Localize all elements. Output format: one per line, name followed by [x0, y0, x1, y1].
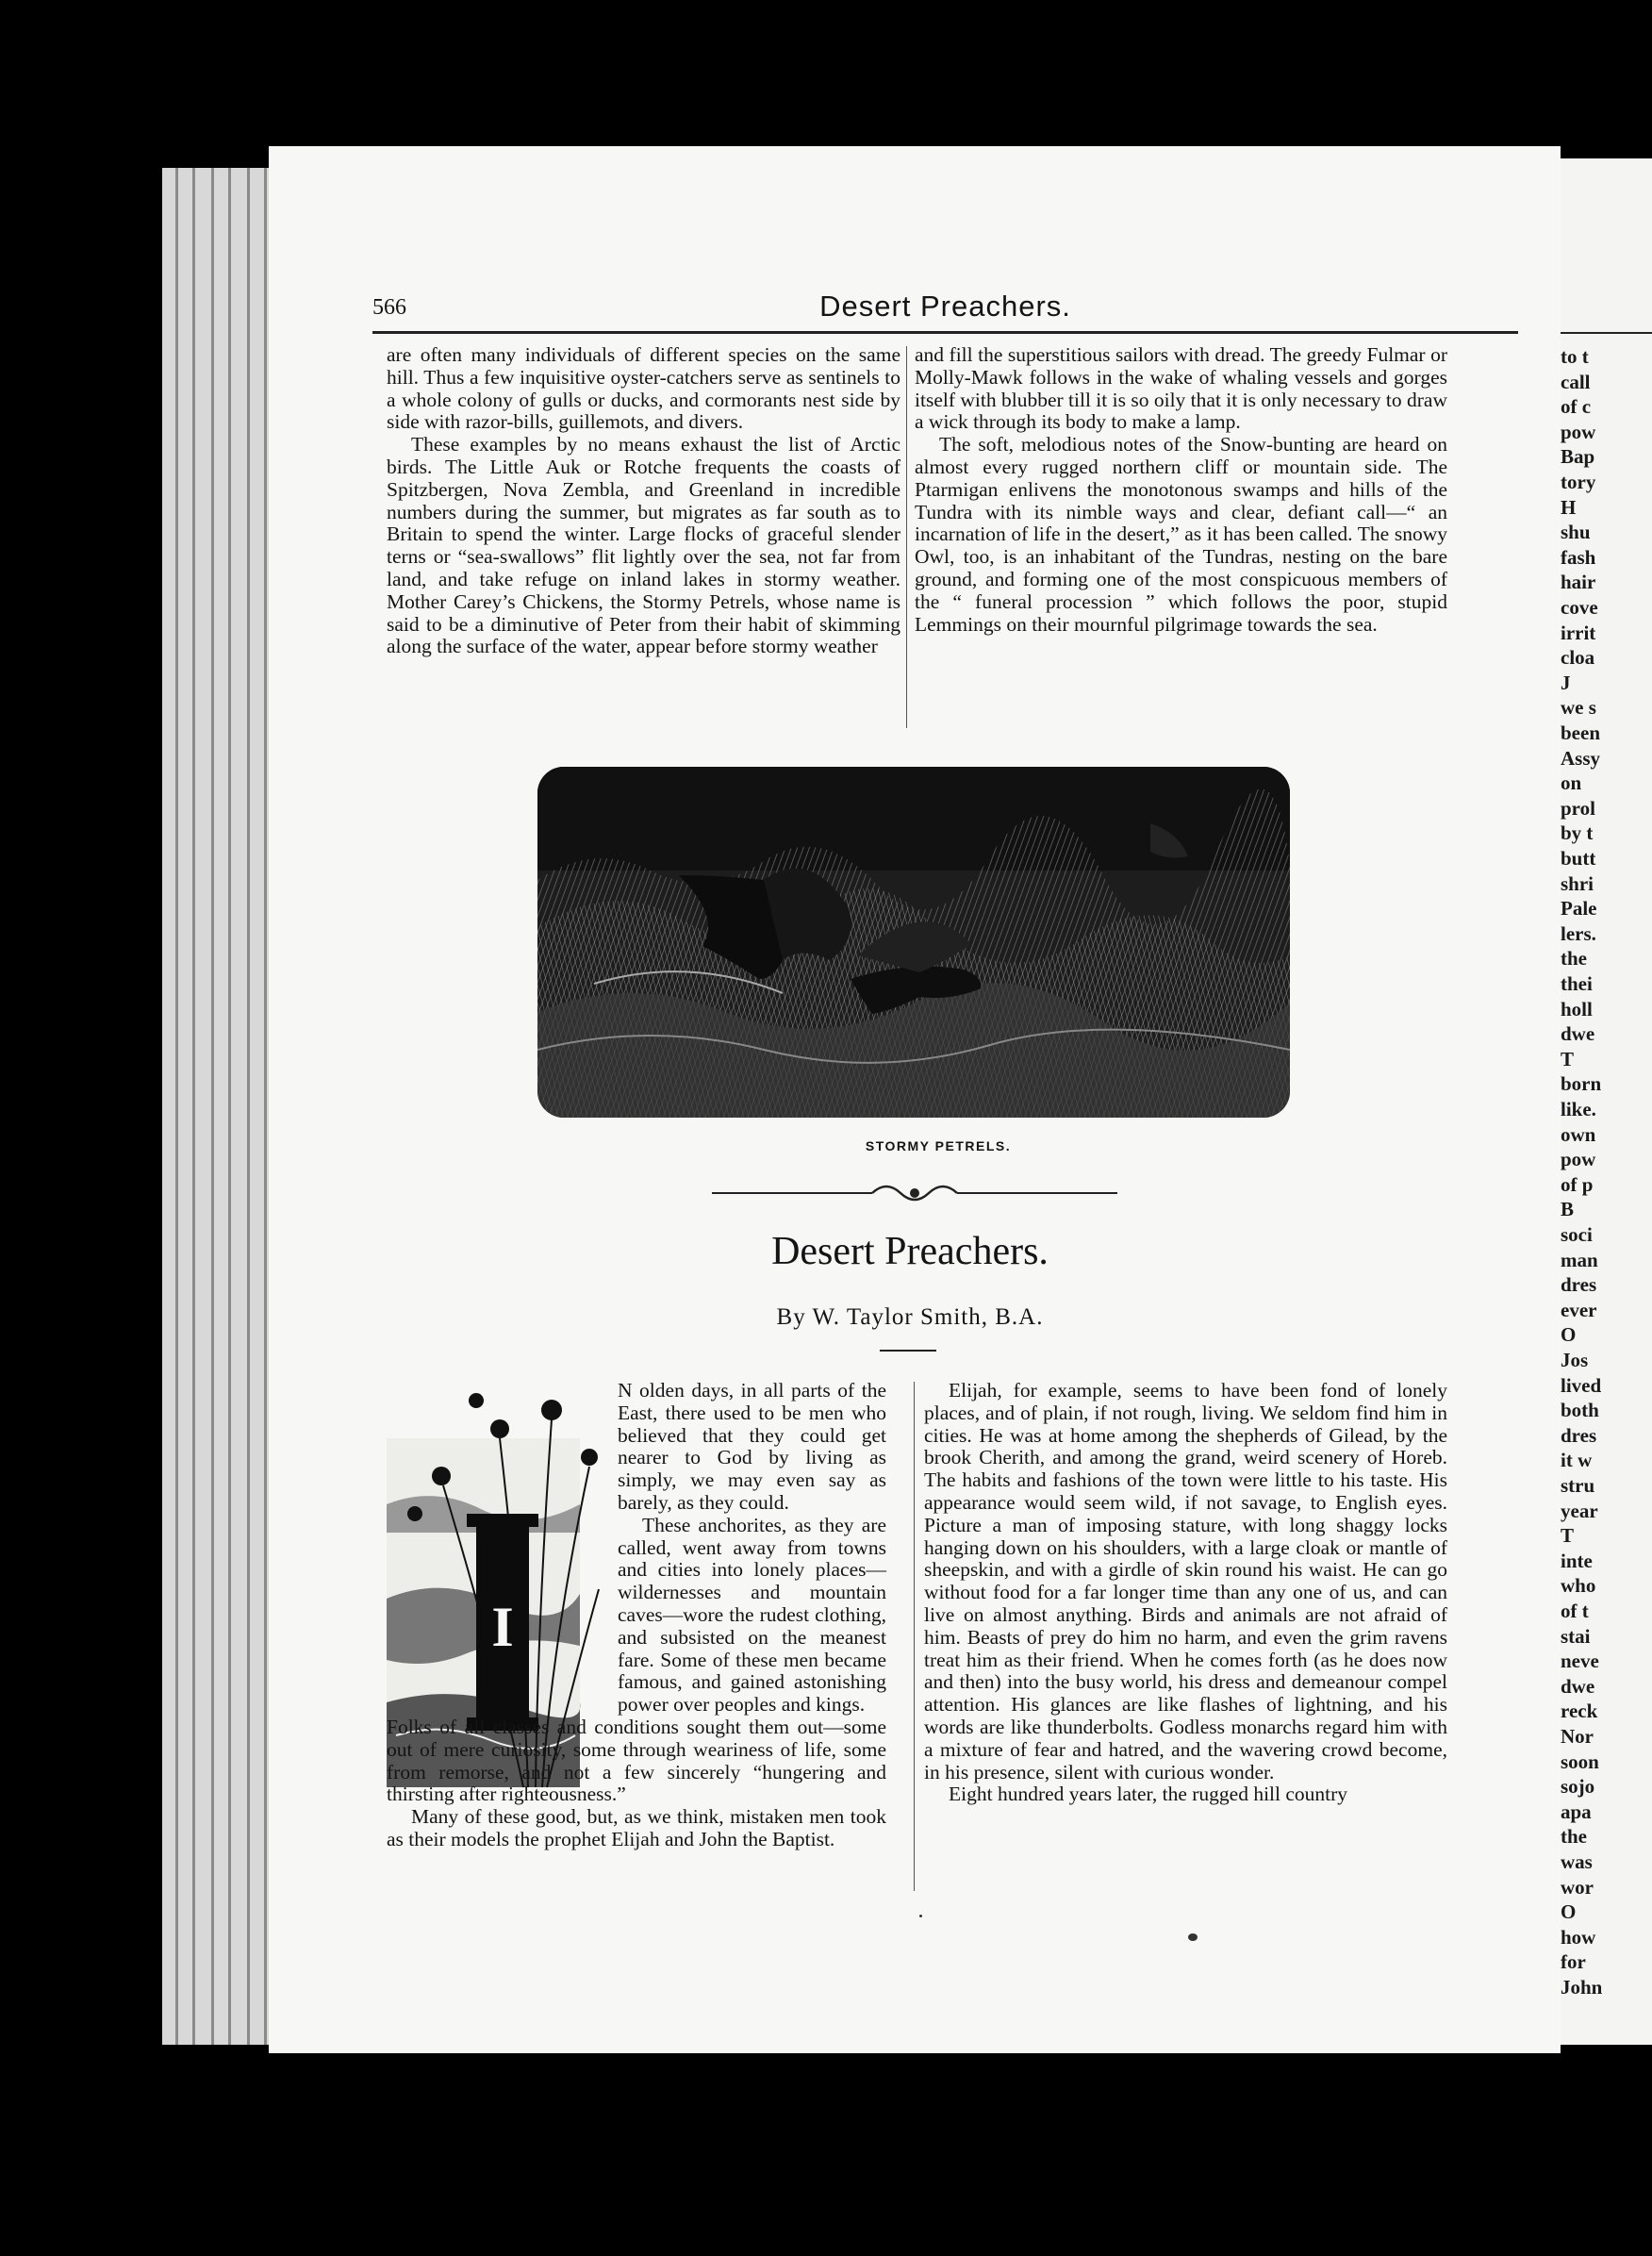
next-page-text-fragment: dres: [1561, 1273, 1597, 1297]
paragraph: and fill the superstitious sailors with dread. The greedy Fulmar or Molly-Mawk follows in the wake of whaling vessels and gorges itself with blubber till it is so oily that it is only necessary to draw a wick through its body to make a lamp.: [915, 343, 1447, 434]
paragraph: These anchorites, as they are called, went away from towns and cities into lonely places—wildernesses and mountain caves—wore the rudest clothing, and subsisted on the meanest fare. Some of these men became famous, and gained astonishing power over peoples and kings.: [618, 1513, 886, 1717]
next-page-text-fragment: for: [1561, 1950, 1586, 1974]
page-number: 566: [372, 295, 406, 320]
stormy-petrels-engraving: [537, 767, 1290, 1118]
next-page-text-fragment: apa: [1561, 1800, 1592, 1823]
paragraph: N olden days, in all parts of the East, there used to be men who believed that they could get nearer to God by living as simply, we may even say as barely, as they could.: [618, 1379, 886, 1514]
running-title: Desert Preachers.: [819, 290, 1071, 323]
column-2: [915, 344, 1447, 636]
page-speck: [919, 1915, 922, 1917]
next-page-text-fragment: pow: [1561, 1148, 1596, 1171]
next-page-text-fragment: O: [1561, 1900, 1577, 1924]
next-page-text-fragment: to t: [1561, 345, 1589, 368]
stacked-page-edges: [162, 168, 279, 2045]
next-page-text-fragment: by t: [1561, 821, 1594, 845]
next-page-text-fragment: we s: [1561, 696, 1596, 720]
paragraph: Many of these good, but, as we think, mistaken men took as their models the prophet Elijah and John the Baptist.: [387, 1805, 886, 1850]
next-page-text-fragment: stru: [1561, 1474, 1595, 1497]
next-page-text-fragment: dwe: [1561, 1022, 1595, 1046]
next-page-text-fragment: of p: [1561, 1172, 1594, 1196]
next-page-text-fragment: pow: [1561, 420, 1596, 443]
next-page-text-fragment: B: [1561, 1198, 1575, 1221]
article-byline: By W. Taylor Smith, B.A.: [776, 1304, 1044, 1330]
next-page-text-fragment: Pale: [1561, 897, 1597, 921]
column-divider: [906, 346, 907, 728]
article-column-1: [387, 1380, 886, 1851]
decorative-rule-ornament: [712, 1174, 1117, 1212]
next-page-text-fragment: shri: [1561, 871, 1594, 895]
next-page-text-fragment: sojo: [1561, 1775, 1595, 1799]
next-page-text-fragment: the: [1561, 947, 1587, 970]
paragraph: The soft, melodious notes of the Snow-bunting are heard on almost every rugged northern cliff or mountain side. The Ptarmigan enlivens the monotonous swamps and hills of the Tundra with its nimble ways and clear, defiant call—“ an incarnation of life in the desert,” as it has been called. The snowy Owl, too, is an inhabitant of the Tundras, nesting on the bare ground, and forming one of the most conspicuous members of the “ funeral procession ” which follows the poor, stupid Lemmings on their mournful pilgrimage towards the sea.: [915, 433, 1447, 636]
next-page-text-fragment: tory: [1561, 471, 1596, 493]
next-page-text-fragment: year: [1561, 1499, 1598, 1522]
page-header: [372, 288, 1518, 327]
column-divider: [914, 1382, 915, 1891]
illustration-caption: STORMY PETRELS.: [865, 1138, 1012, 1153]
next-page-text-fragment: the: [1561, 1825, 1587, 1849]
next-page-text-fragment: of c: [1561, 395, 1592, 419]
next-page-text-fragment: H: [1561, 495, 1577, 519]
next-page-text-fragment: own: [1561, 1122, 1596, 1146]
next-page-text-fragment: how: [1561, 1925, 1596, 1949]
next-page-text-fragment: dres: [1561, 1423, 1597, 1447]
next-page-text-fragment: was: [1561, 1850, 1593, 1873]
paragraph: are often many individuals of different species on the same hill. Thus a few inquisitive oyster-catchers serve as sentinels to a whole colony of gulls or ducks, and cormorants nest side by side with razor-bills, guillemots, and divers.: [387, 343, 900, 434]
paragraph: These examples by no means exhaust the list of Arctic birds. The Little Auk or Rotche frequents the coasts of Spitzbergen, Nova Zembla, and Greenland in incredible numbers during the summer, but migrates as far south as to Britain to spend the winter. Large flocks of graceful slender terns or “sea-swallows” flit lightly over the sea, not far from land, and take refuge on inland lakes in stormy weather. Mother Carey’s Chickens, the Stormy Petrels, whose name is said to be a diminutive of Peter from their habit of skimming along the surface of the water, appear before stormy weather: [387, 433, 900, 658]
next-page-text-fragment: inte: [1561, 1549, 1593, 1572]
next-page-text-fragment: man: [1561, 1248, 1598, 1271]
next-page-text-fragment: Bap: [1561, 445, 1595, 469]
next-page-text-fragment: fash: [1561, 545, 1596, 569]
book-page: [269, 146, 1561, 2053]
next-page-text-fragment: call: [1561, 370, 1591, 393]
next-page-text-fragment: dwe: [1561, 1674, 1595, 1698]
next-page-text-fragment: John: [1561, 1976, 1603, 1999]
next-page-text-fragment: neve: [1561, 1650, 1599, 1673]
next-page-text-fragment: reck: [1561, 1700, 1598, 1723]
header-rule: [372, 331, 1518, 334]
next-page-text-fragment: both: [1561, 1399, 1599, 1422]
next-page-text-fragment: it w: [1561, 1449, 1593, 1472]
next-page-text-fragment: T: [1561, 1524, 1575, 1548]
next-page-text-fragment: lived: [1561, 1373, 1602, 1397]
next-page-text-fragment: shu: [1561, 521, 1591, 544]
next-page-text-fragment: cove: [1561, 596, 1598, 619]
byline-rule: [880, 1350, 936, 1352]
next-page-text-fragment: wor: [1561, 1875, 1594, 1899]
next-page-text-fragment: butt: [1561, 847, 1596, 870]
next-page-text-fragment: Assy: [1561, 746, 1601, 770]
column-1: [387, 344, 900, 658]
next-page-text-fragment: hair: [1561, 571, 1596, 594]
next-page-text-fragment: thei: [1561, 972, 1593, 995]
next-page-text-fragment: Nor: [1561, 1725, 1594, 1748]
page-speck: [1188, 1933, 1198, 1941]
drop-cap-letter: I: [491, 1596, 514, 1658]
next-page-text-fragment: who: [1561, 1574, 1596, 1598]
next-page-text-fragment: on: [1561, 771, 1582, 795]
next-page-text-fragment: T: [1561, 1047, 1575, 1070]
next-page-text-fragment: irrit: [1561, 621, 1596, 644]
next-page-text-fragment: stai: [1561, 1624, 1591, 1648]
next-page-text-fragment: of t: [1561, 1600, 1589, 1622]
next-page-text-fragment: been: [1561, 722, 1600, 744]
next-page-text-fragment: Jos: [1561, 1349, 1589, 1371]
next-page-text-fragment: like.: [1561, 1098, 1596, 1120]
next-page-text-fragment: holl: [1561, 997, 1593, 1020]
next-page-text-fragment: soci: [1561, 1223, 1593, 1246]
next-page-text-fragment: ever: [1561, 1298, 1597, 1321]
article-column-2: [924, 1380, 1447, 1806]
next-page-text-fragment: J: [1561, 671, 1571, 694]
next-page-text-fragment: cloa: [1561, 646, 1595, 670]
next-page-text-fragment: soon: [1561, 1750, 1599, 1773]
article-title: Desert Preachers.: [771, 1230, 1049, 1273]
paragraph: Eight hundred years later, the rugged hill country: [949, 1783, 1348, 1806]
next-page-text-fragment: prol: [1561, 796, 1595, 820]
paragraph: Elijah, for example, seems to have been fond of lonely places, and of plain, if not rough, living. We seldom find him in cities. He was at home among the shepherds of Gilead, by the brook Cherith, and among the grand, weird scenery of Horeb. The habits and fashions of the town were little to his taste. His appearance would seem wild, if not savage, to English eyes. Picture a man of imposing stature, with long shaggy locks hanging down on his shoulders, with a large cloak or mantle of sheepskin, and with a girdle of skin round his waist. He can go without food for a far longer time than any one of us, and can live on almost anything. Birds and animals are not afraid of him. Beasts of prey do him no harm, and even the grim ravens treat him as their friend. When he comes forth (as he does now and then) into the busy world, his dress and demeanour compel attention. His glances are like flashes of lightning, and his words are like thunderbolts. Godless monarchs regard him with a mixture of fear and hatred, and the wavering crowd become, in his presence, silent with curious wonder.: [924, 1379, 1447, 1783]
next-page-text-fragment: lers.: [1561, 921, 1596, 945]
next-page-text-fragment: born: [1561, 1072, 1602, 1096]
next-page-text-fragment: O: [1561, 1323, 1577, 1347]
paragraph: Folks of all classes and conditions sought them out—some out of mere curiosity, some through weariness of life, some from remorse, and not a few sincerely “hungering and thirsting after righteousness.”: [387, 1715, 886, 1806]
